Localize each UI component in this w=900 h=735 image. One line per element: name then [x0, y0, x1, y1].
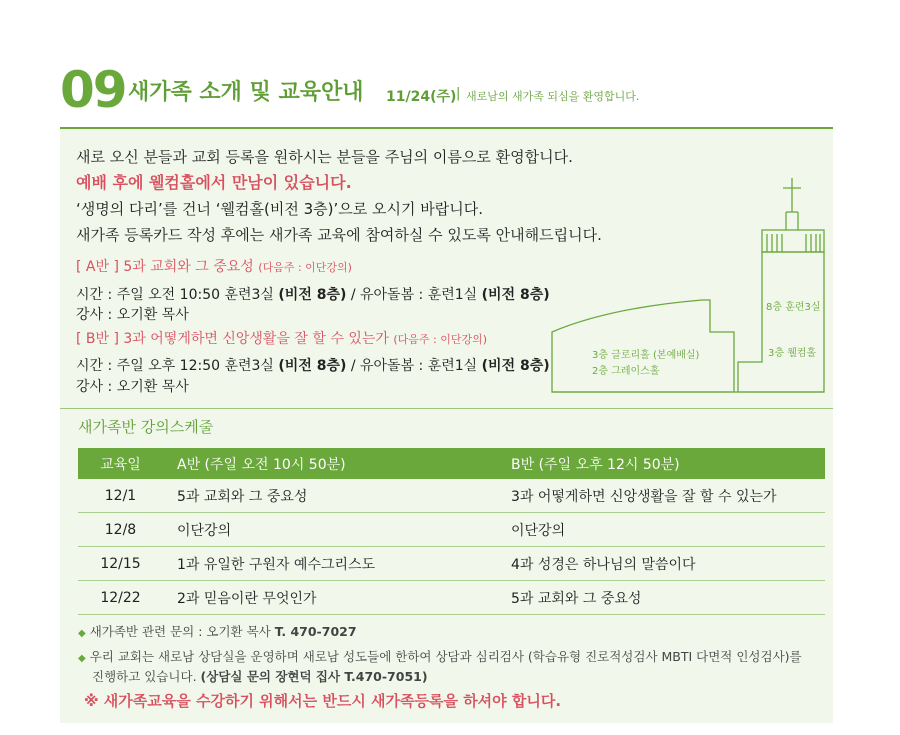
- note-contact: [78, 623, 357, 643]
- intro-registration: 새가족 등록카드 작성 후에는 새가족 교육에 참여하실 수 있도록 안내해드립니다.: [76, 226, 602, 244]
- note-counseling-text-2: 진행하고 있습니다.: [92, 669, 201, 684]
- intro-meeting-highlight: 예배 후에 웰컴홀에서 만남이 있습니다.: [76, 173, 352, 192]
- session-a-time-text: 시간 : 주일 오전 10:50 훈련3실: [76, 287, 279, 303]
- row-date: 12/22: [78, 581, 163, 615]
- note-counseling-contact: (상담실 문의 장현덕 집사 T.470-7051): [200, 669, 428, 684]
- session-b-title: [76, 328, 487, 348]
- session-b-time-text: 시간 : 주일 오후 12:50 훈련3실: [76, 358, 279, 374]
- section-subtitle: 새로남의 새가족 되심을 환영합니다.: [466, 90, 640, 103]
- row-class-b: 4과 성경은 하나님의 말씀이다: [497, 547, 825, 581]
- table-row: [78, 581, 825, 615]
- session-a-location: (비전 8층): [278, 287, 347, 303]
- session-a-care-text: / 유아돌봄 : 훈련1실: [346, 287, 482, 303]
- diamond-bullet-icon: ◆: [78, 653, 86, 664]
- note-contact-phone: T. 470-7027: [274, 624, 357, 639]
- intro-text: [76, 144, 602, 248]
- label-3f-glory-hall: 3층 글로리홀 (본예배실): [592, 350, 700, 361]
- session-b-note: (다음주 : 이단강의): [393, 333, 488, 346]
- table-row: [78, 513, 825, 547]
- session-b-care-text: / 유아돌봄 : 훈련1실: [346, 358, 482, 374]
- row-class-a: 이단강의: [163, 513, 497, 547]
- table-row: [78, 547, 825, 581]
- row-class-a: 2과 믿음이란 무엇인가: [163, 581, 497, 615]
- row-date: 12/1: [78, 479, 163, 513]
- session-b-time: [76, 355, 550, 375]
- session-a-tag: [ A반 ] 5과 교회와 그 중요성: [76, 259, 254, 275]
- session-b-location: (비전 8층): [278, 358, 347, 374]
- session-a-title: [76, 256, 352, 276]
- header-date: 교육일: [78, 448, 163, 479]
- row-class-a: 1과 유일한 구원자 예수그리스도: [163, 547, 497, 581]
- schedule-table: [78, 448, 825, 615]
- row-class-a: 5과 교회와 그 중요성: [163, 479, 497, 513]
- note-contact-text: 새가족반 관련 문의 : 오기환 목사: [89, 624, 275, 639]
- session-a-note: (다음주 : 이단강의): [258, 261, 352, 274]
- row-class-b: 이단강의: [497, 513, 825, 547]
- church-building-illustration: [548, 176, 828, 400]
- label-3f-welcome-hall: 3층 웰컴홀: [768, 348, 817, 359]
- session-b-teacher: 강사 : 오기환 목사: [76, 379, 189, 395]
- building-outline: [552, 300, 734, 392]
- section-number: 09: [60, 61, 126, 119]
- row-date: 12/8: [78, 513, 163, 547]
- header-separator: |: [456, 86, 461, 101]
- section-date: 11/24(주): [386, 89, 457, 105]
- table-row: [78, 479, 825, 513]
- diamond-bullet-icon: ◆: [78, 628, 86, 639]
- tower-outline: [738, 252, 824, 392]
- registration-warning: ※ 새가족교육을 수강하기 위해서는 반드시 새가족등록을 하셔야 합니다.: [84, 692, 562, 710]
- note-counseling-text: 우리 교회는 새로남 상담실을 운영하며 새로남 성도들에 한하여 상담과 심리검사 (학습유형 진로적성검사 MBTI 다면적 인성검사)를: [89, 649, 802, 664]
- label-8f-training3: 8층 훈련3실: [766, 302, 821, 313]
- intro-welcome: 새로 오신 분들과 교회 등록을 원하시는 분들을 주님의 이름으로 환영합니다.: [76, 148, 573, 166]
- header-class-a: A반 (주일 오전 10시 50분): [163, 448, 497, 479]
- schedule-header-row: [78, 448, 825, 479]
- header-class-b: B반 (주일 오후 12시 50분): [497, 448, 825, 479]
- intro-directions: ‘생명의 다리’를 건너 ‘웰컴홀(비전 3층)’으로 오시기 바랍니다.: [76, 200, 483, 218]
- session-b-care-location: (비전 8층): [481, 358, 550, 374]
- session-a-care-location: (비전 8층): [481, 287, 550, 303]
- schedule-title: 새가족반 강의스케줄: [78, 418, 214, 436]
- session-a-time: [76, 284, 550, 304]
- note-counseling: [78, 648, 802, 686]
- row-date: 12/15: [78, 547, 163, 581]
- label-2f-grace-hall: 2층 그레이스홀: [592, 366, 660, 377]
- schedule-divider: [60, 408, 833, 409]
- section-title: 새가족 소개 및 교육안내: [128, 80, 364, 105]
- session-b-tag: [ B반 ] 3과 어떻게하면 신앙생활을 잘 할 수 있는가: [76, 331, 389, 347]
- row-class-b: 3과 어떻게하면 신앙생활을 잘 할 수 있는가: [497, 479, 825, 513]
- session-a-teacher: 강사 : 오기환 목사: [76, 307, 189, 323]
- row-class-b: 5과 교회와 그 중요성: [497, 581, 825, 615]
